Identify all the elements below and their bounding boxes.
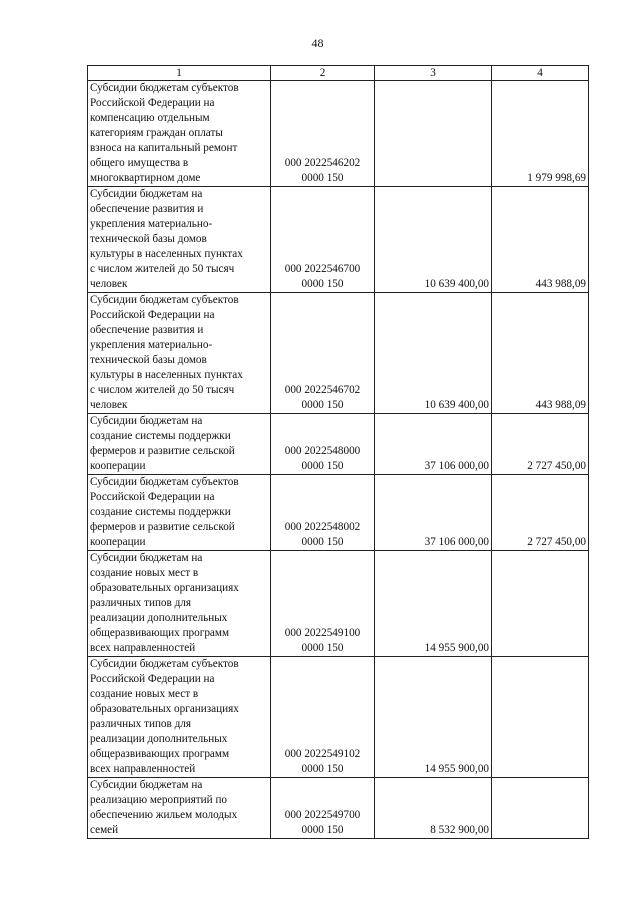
table-row [88, 414, 589, 475]
table-row [88, 475, 589, 551]
row-amount-col3: 14 955 900,00 [375, 551, 492, 657]
row-code: 000 2022546702 0000 150 [271, 293, 375, 414]
row-code: 000 2022549700 0000 150 [271, 778, 375, 839]
row-amount-col3: 8 532 900,00 [375, 778, 492, 839]
row-amount-col3: 37 106 000,00 [375, 475, 492, 551]
row-amount-col3: 10 639 400,00 [375, 293, 492, 414]
column-header-1: 1 [88, 66, 271, 81]
table-row [88, 293, 589, 414]
table-row [88, 551, 589, 657]
row-name: Субсидии бюджетам на реализацию мероприятий по обеспечению жильем молодых семей [88, 778, 271, 839]
row-name: Субсидии бюджетам субъектов Российской Федерации на компенсацию отдельным категориям граждан оплаты взноса на капитальный ремонт общего имущества в многоквартирном доме [88, 81, 271, 187]
row-amount-col4: 1 979 998,69 [492, 81, 589, 187]
row-name: Субсидии бюджетам субъектов Российской Федерации на обеспечение развития и укрепления материально- технической базы домов культуры в населенных пунктах с числом жителей до 50 тысяч человек [88, 293, 271, 414]
row-code: 000 2022548000 0000 150 [271, 414, 375, 475]
table-row [88, 81, 589, 187]
table-row [88, 778, 589, 839]
row-amount-col3 [375, 81, 492, 187]
row-amount-col4: 443 988,09 [492, 293, 589, 414]
row-amount-col3: 14 955 900,00 [375, 657, 492, 778]
row-name: Субсидии бюджетам субъектов Российской Федерации на создание новых мест в образовательных организациях различных типов для реализации дополнительных общеразвивающих программ всех направленностей [88, 657, 271, 778]
row-name: Субсидии бюджетам на создание системы поддержки фермеров и развитие сельской кооперации [88, 414, 271, 475]
row-code: 000 2022549100 0000 150 [271, 551, 375, 657]
table-row [88, 657, 589, 778]
page-number: 48 [311, 36, 324, 50]
row-code: 000 2022546202 0000 150 [271, 81, 375, 187]
row-amount-col3: 10 639 400,00 [375, 187, 492, 293]
budget-table [87, 65, 589, 839]
row-code: 000 2022549102 0000 150 [271, 657, 375, 778]
row-name: Субсидии бюджетам на создание новых мест в образовательных организациях различных типов для реализации дополнительных общеразвивающих программ всех направленностей [88, 551, 271, 657]
row-amount-col4: 443 988,09 [492, 187, 589, 293]
row-amount-col4 [492, 551, 589, 657]
table-row [88, 187, 589, 293]
row-name: Субсидии бюджетам на обеспечение развития и укрепления материально- технической базы домов культуры в населенных пунктах с числом жителей до 50 тысяч человек [88, 187, 271, 293]
row-amount-col4 [492, 657, 589, 778]
column-header-3: 3 [375, 66, 492, 81]
row-code: 000 2022548002 0000 150 [271, 475, 375, 551]
column-header-4: 4 [492, 66, 589, 81]
row-amount-col4 [492, 778, 589, 839]
table-header-row [88, 66, 589, 81]
row-name: Субсидии бюджетам субъектов Российской Федерации на создание системы поддержки фермеров и развитие сельской кооперации [88, 475, 271, 551]
column-header-2: 2 [271, 66, 375, 81]
row-code: 000 2022546700 0000 150 [271, 187, 375, 293]
row-amount-col4: 2 727 450,00 [492, 414, 589, 475]
row-amount-col3: 37 106 000,00 [375, 414, 492, 475]
row-amount-col4: 2 727 450,00 [492, 475, 589, 551]
